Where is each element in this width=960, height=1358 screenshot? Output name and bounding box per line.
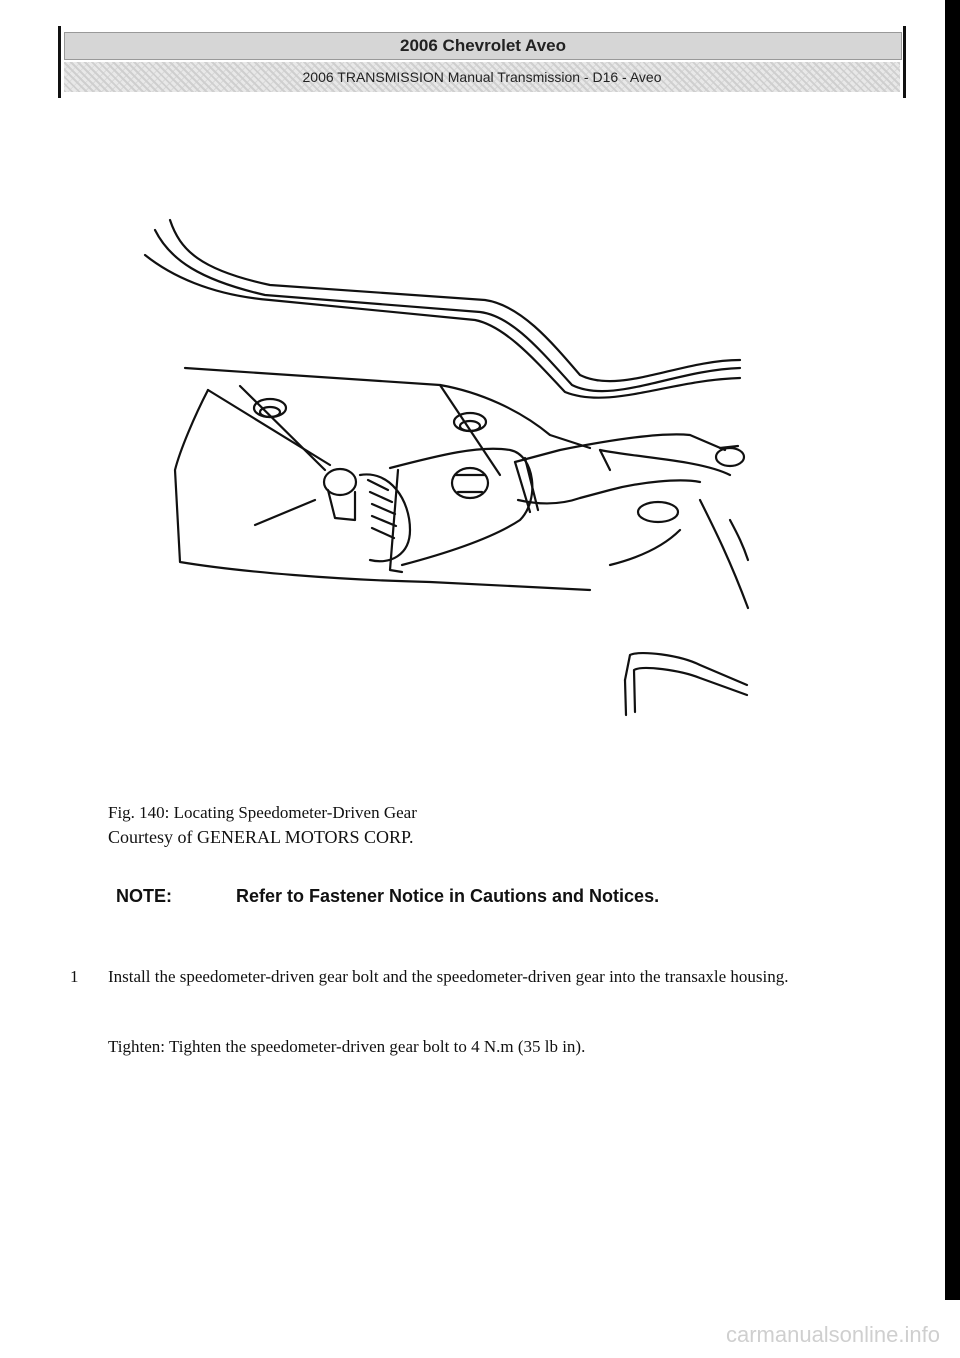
watermark [0, 1300, 960, 1358]
page-subtitle: 2006 TRANSMISSION Manual Transmission - D16 - Aveo [64, 62, 900, 92]
note-text: Refer to Fastener Notice in Cautions and Notices. [236, 886, 660, 906]
speedometer-gear-illustration [140, 200, 760, 730]
step-text: Install the speedometer-driven gear bolt and the speedometer-driven gear into the transaxle housing. [108, 967, 789, 986]
figure-caption: Fig. 140: Locating Speedometer-Driven Gear [108, 803, 417, 822]
note-label: NOTE: [116, 886, 172, 906]
header-right-rule [903, 26, 906, 98]
figure-credit: Courtesy of GENERAL MOTORS CORP. [108, 827, 414, 847]
step-number: 1 [70, 967, 79, 986]
tighten-spec: Tighten: Tighten the speedometer-driven gear bolt to 4 N.m (35 lb in). [108, 1037, 586, 1056]
figure-caption-block [108, 800, 417, 850]
page-title: 2006 Chevrolet Aveo [64, 32, 902, 60]
page-edge-bar [945, 0, 960, 1300]
header-left-rule [58, 26, 61, 98]
watermark-text: carmanualsonline.info [725, 1322, 940, 1347]
